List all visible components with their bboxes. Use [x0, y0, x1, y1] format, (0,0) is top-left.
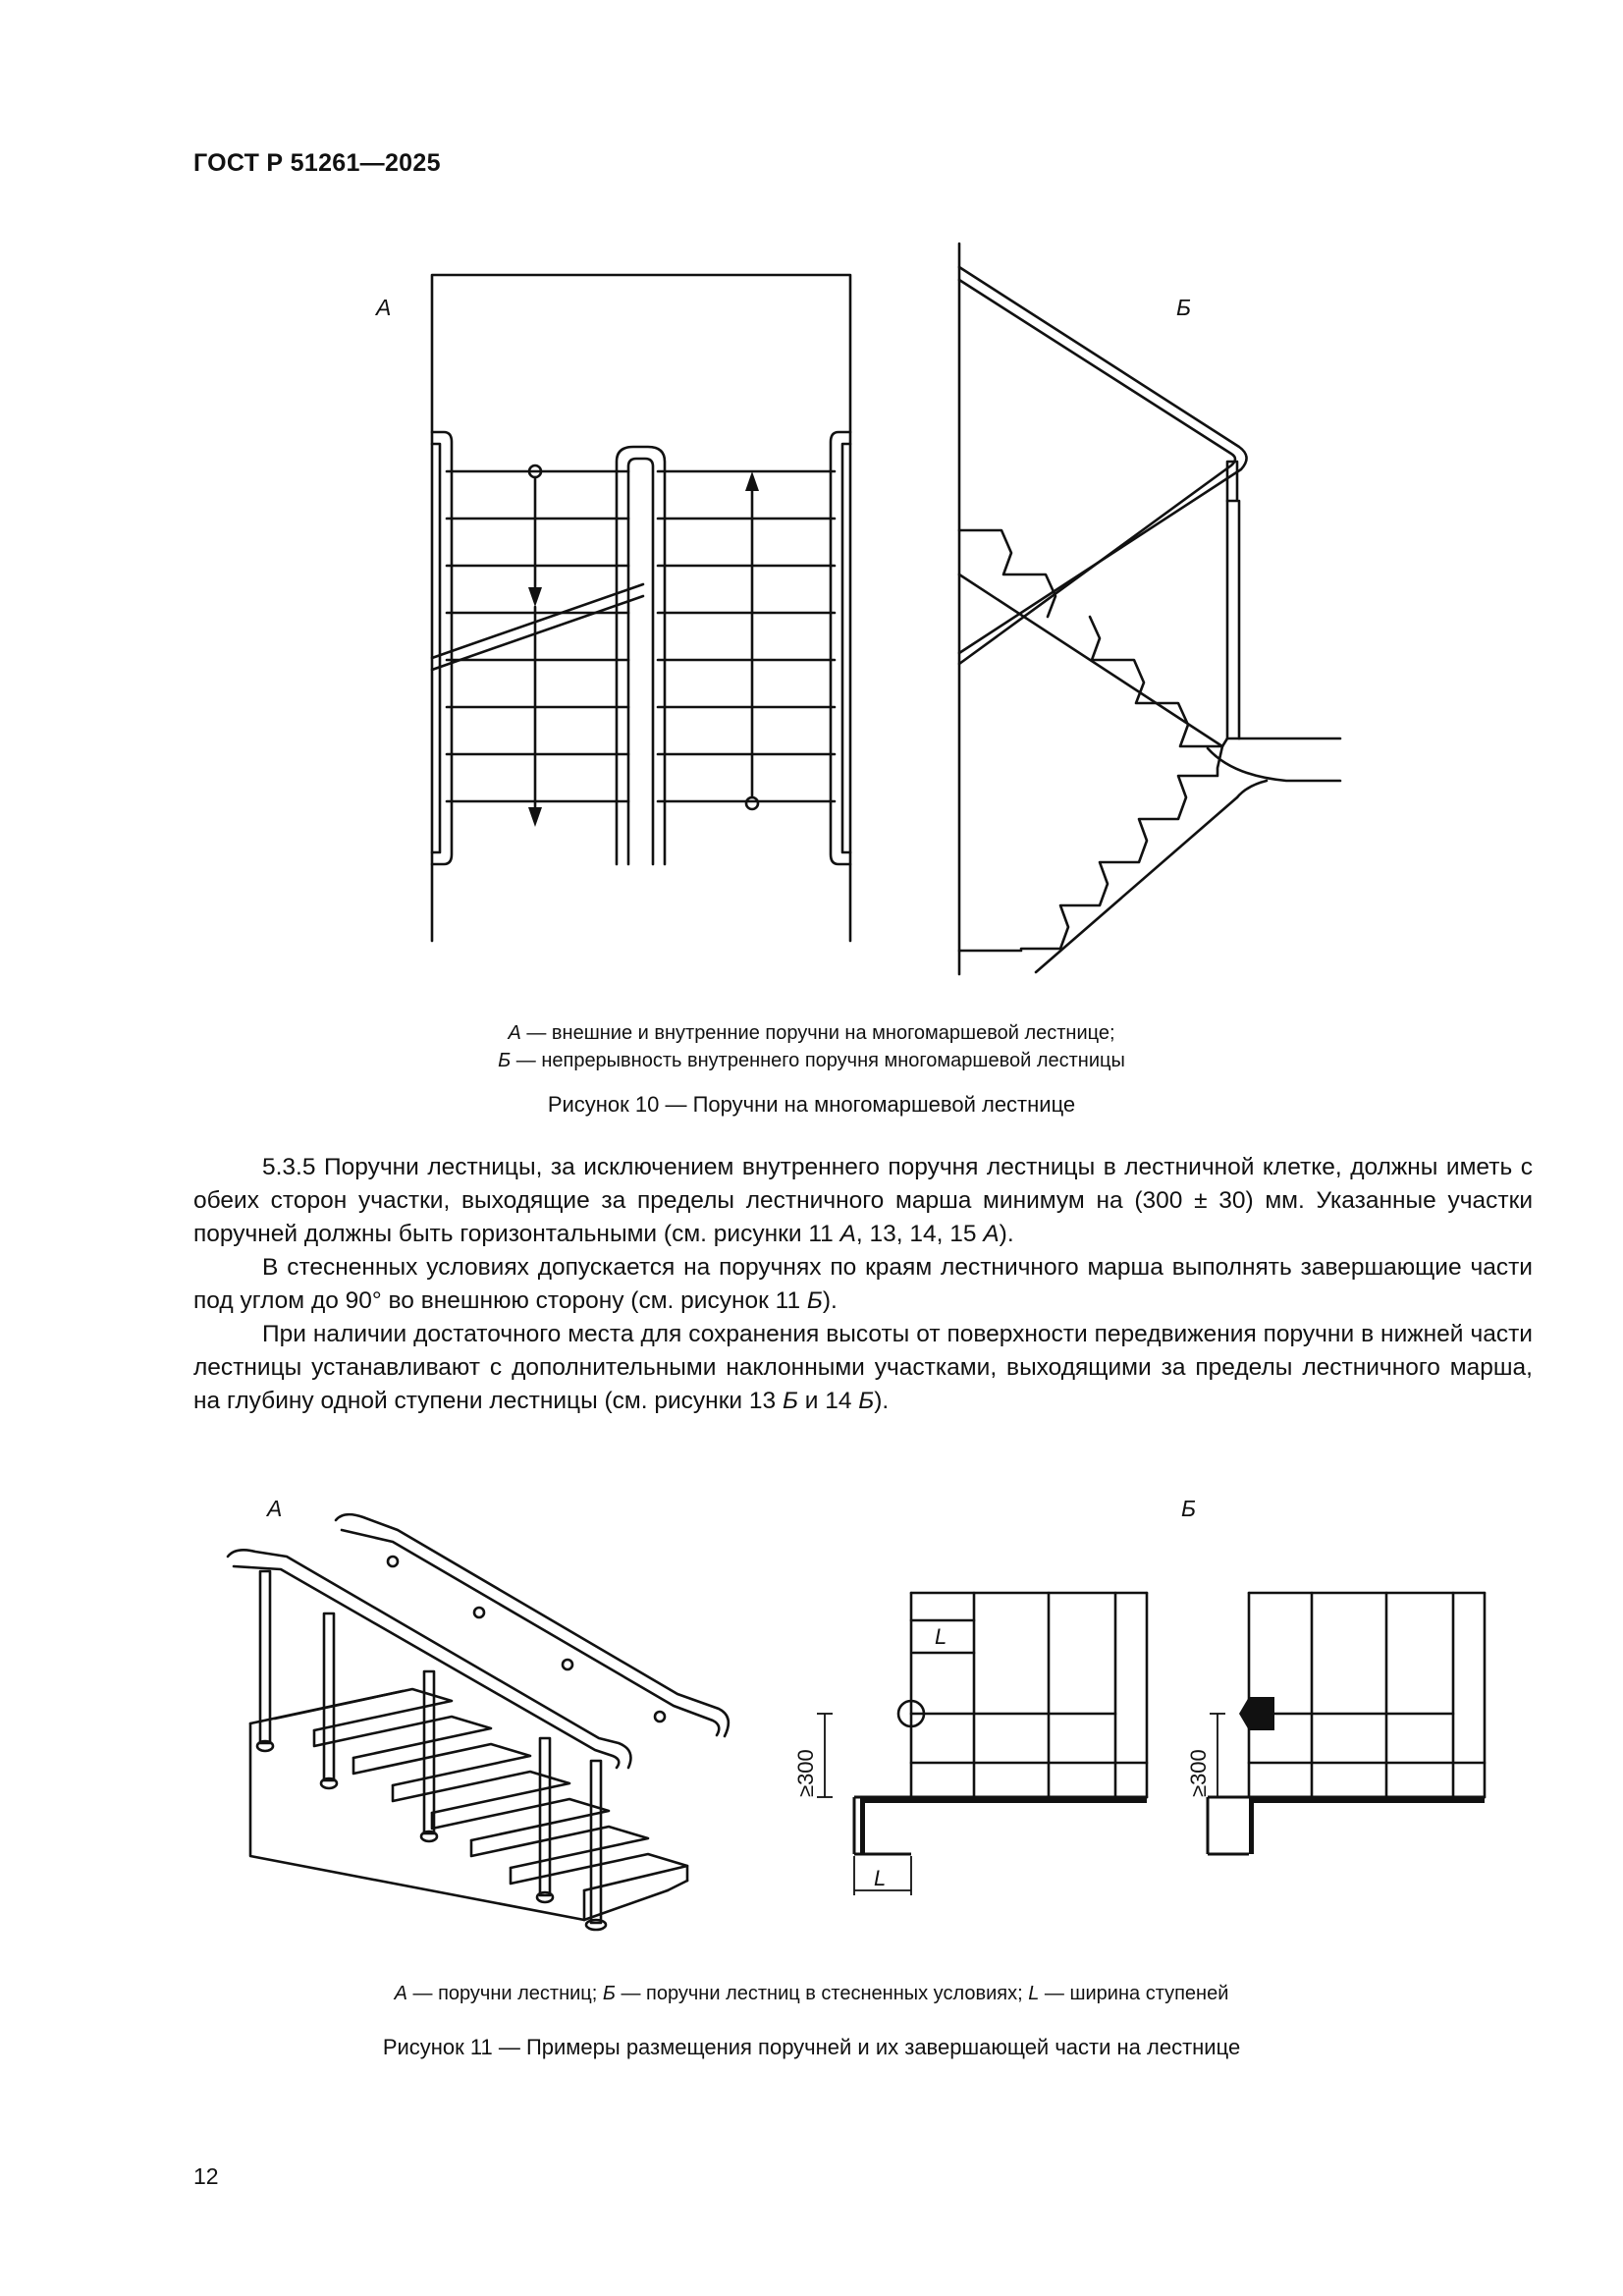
para2-text-b: ). [822, 1287, 838, 1314]
figure-11-label-a: А [267, 1496, 283, 1521]
para3-italic-2: Б [858, 1388, 875, 1414]
figure-10-label-a: А [376, 295, 392, 320]
figure-11a-stair-perspective [228, 1514, 729, 1930]
figure-10-legend-a-key: А [508, 1022, 521, 1044]
figure-11-legend-a-text: — поручни лестниц; [406, 1983, 603, 2004]
para1-text-c: ). [999, 1221, 1014, 1247]
figure-11b-plan-arrow-end [1208, 1593, 1485, 1854]
figure-11-dim-300-left: ≥300 [793, 1749, 818, 1797]
para1-italic-b: А [983, 1221, 1000, 1247]
figure-11-title: Рисунок 11 — Примеры размещения поручней и их завершающей части на лестнице [382, 2035, 1241, 2059]
figure-11b-plan-rounded-end [817, 1593, 1147, 1895]
page-number: 12 [193, 2163, 219, 2189]
figure-11-legend-l-text: — ширина ступеней [1039, 1983, 1229, 2004]
figure-10-legend-b-text: — непрерывность внутреннего поручня многомаршевой лестницы [511, 1050, 1125, 1071]
figure-11-label-b: Б [1181, 1496, 1196, 1521]
para2-text-a: В стесненных условиях допускается на поручнях по краям лестничного марша выполнять завершающие части под углом до 90° во внешнюю сторону (см. рисунок 11 [193, 1254, 1533, 1314]
figure-11-dim-300-right: ≥300 [1186, 1749, 1211, 1797]
figure-11-dim-l-top: L [935, 1624, 947, 1649]
para3-italic-1: Б [782, 1388, 798, 1414]
figure-11-legend-b-text: — поручни лестниц в стесненных условиях; [615, 1983, 1029, 2004]
figure-10-legend-a-text: — внешние и внутренние поручни на многомаршевой лестнице; [520, 1022, 1115, 1044]
figure-11-legend-b-key: Б [602, 1983, 616, 2004]
figure-11-legend [0, 1983, 1623, 2005]
para2-italic: Б [806, 1287, 823, 1314]
document-header: ГОСТ Р 51261—2025 [193, 149, 441, 177]
para3-text-a: При наличии достаточного места для сохранения высоты от поверхности передвижения поручни в нижней части лестницы устанавливают с дополнительными наклонными участками, выходящими за пределы лестничного марша, на глубину одной ступени лестницы (см. рисунки 13 [193, 1321, 1533, 1414]
para3-text-b: и 14 [797, 1388, 859, 1414]
figure-11-dim-l-bottom: L [874, 1866, 887, 1890]
para1-italic-a: А [839, 1221, 856, 1247]
figure-11-legend-a-key: А [394, 1983, 407, 2004]
para3-text-c: ). [874, 1388, 890, 1414]
para1-text-a: 5.3.5 Поручни лестницы, за исключением внутреннего поручня лестницы в лестничной клетке, должны иметь с обеих сторон участки, выходящие за пределы лестничного марша минимум на (300 ± 30) мм. Указанные участки поручней должны быть горизонтальными (см. рисунки 11 [193, 1154, 1533, 1247]
para1-text-b: , 13, 14, 15 [855, 1221, 984, 1247]
figure-11-legend-l-key: L [1028, 1983, 1040, 2004]
figure-10-label-b: Б [1176, 295, 1191, 320]
figure-10-title: Рисунок 10 — Поручни на многомаршевой лестнице [547, 1092, 1076, 1117]
figure-10-legend-b-key: Б [498, 1050, 512, 1071]
